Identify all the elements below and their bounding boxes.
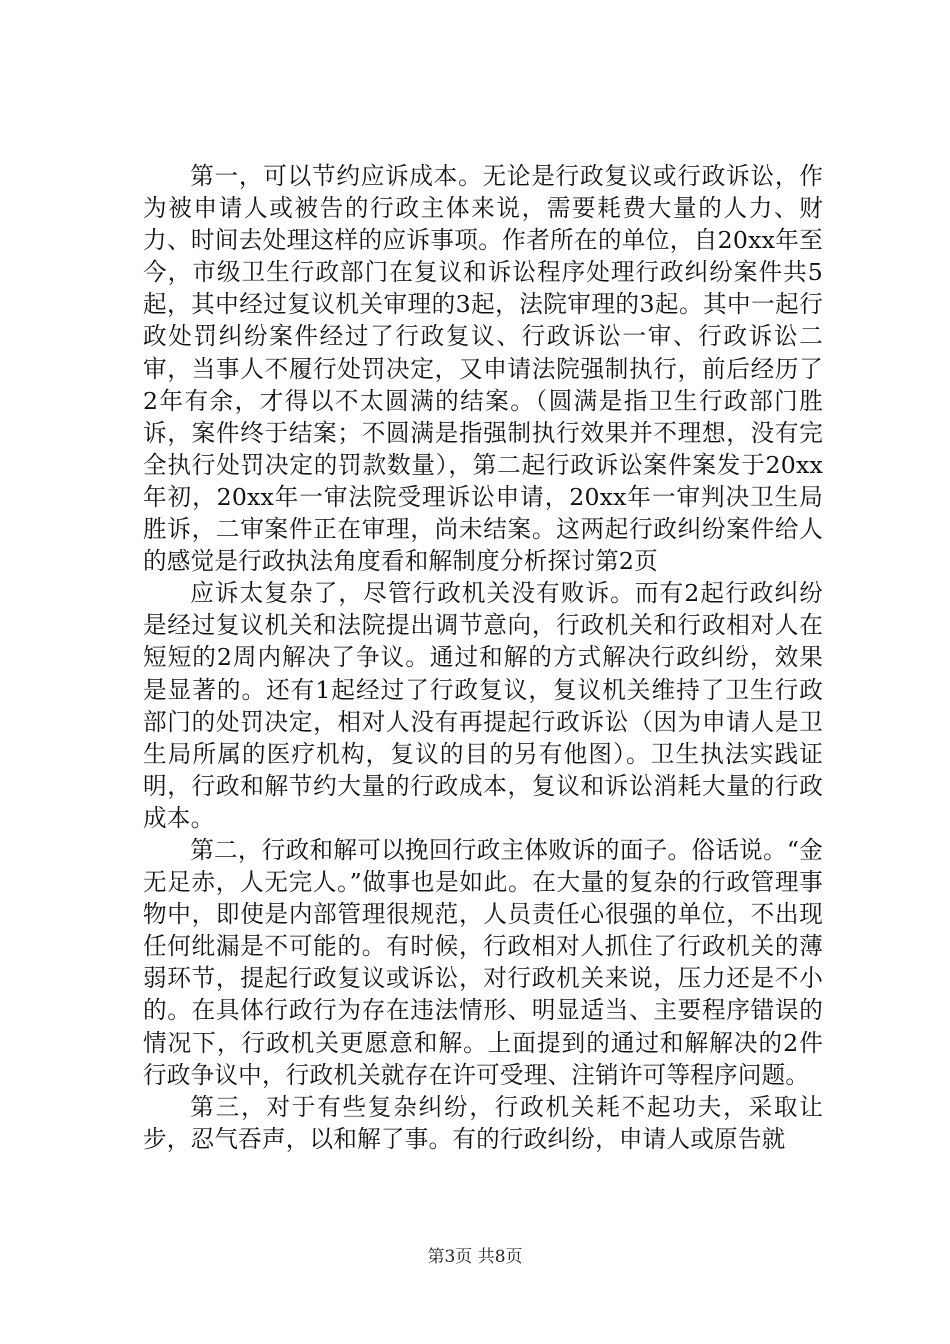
paragraph-3: 第二，行政和解可以挽回行政主体败诉的面子。俗话说。“金无足赤，人无完人。”做事也是如此。在大量的复杂的行政管理事物中，即使是内部管理很规范，人员责任心很强的单位，不出现任何纰漏是不可能的。有时候，行政相对人抓住了行政机关的薄弱环节，提起行政复议或诉讼，对行政机关来说，压力还是不小的。在具体行政行为存在违法情形、明显适当、主要程序错误的情况下，行政机关更愿意和解。上面提到的通过和解解决的2件行政争议中，行政机关就存在许可受理、注销许可等程序问题。 [143,835,823,1089]
paragraph-4: 第三，对于有些复杂纠纷，行政机关耗不起功夫，采取让步，忍气吞声，以和解了事。有的行政纠纷，申请人或原告就 [143,1092,823,1153]
page-number-total: 共8页 [477,1247,523,1267]
document-body [143,160,823,1190]
paragraph-1: 第一，可以节约应诉成本。无论是行政复议或行政诉讼，作为被申请人或被告的行政主体来说，需要耗费大量的人力、财力、时间去处理这样的应诉事项。作者所在的单位，自20xx年至今，市级卫生行政部门在复议和诉讼程序处理行政纠纷案件共5起，其中经过复议机关审理的3起，法院审理的3起。其中一起行政处罚纠纷案件经过了行政复议、行政诉讼一审、行政诉讼二审，当事人不履行处罚决定，又申请法院强制执行，前后经历了2年有余，才得以不太圆满的结案。（圆满是指卫生行政部门胜诉，案件终于结案；不圆满是指强制执行效果并不理想，没有完全执行处罚决定的罚款数量），第二起行政诉讼案件案发于20xx年初，20xx年一审法院受理诉讼申请，20xx年一审判决卫生局胜诉，二审案件正在审理，尚未结案。这两起行政纠纷案件给人的感觉是行政执法角度看和解制度分析探讨第2页 [143,162,823,576]
paragraph-2: 应诉太复杂了，尽管行政机关没有败诉。而有2起行政纠纷是经过复议机关和法院提出调节意向，行政机关和行政相对人在短短的2周内解决了争议。通过和解的方式解决行政纠纷，效果是显著的。还有1起经过了行政复议，复议机关维持了卫生行政部门的处罚决定，相对人没有再提起行政诉讼（因为申请人是卫生局所属的医疗机构，复议的目的另有他图）。卫生执法实践证明，行政和解节约大量的行政成本，复议和诉讼消耗大量的行政成本。 [143,579,823,832]
page-footer [0,1246,950,1268]
page-number-current: 第3页 [427,1247,473,1267]
